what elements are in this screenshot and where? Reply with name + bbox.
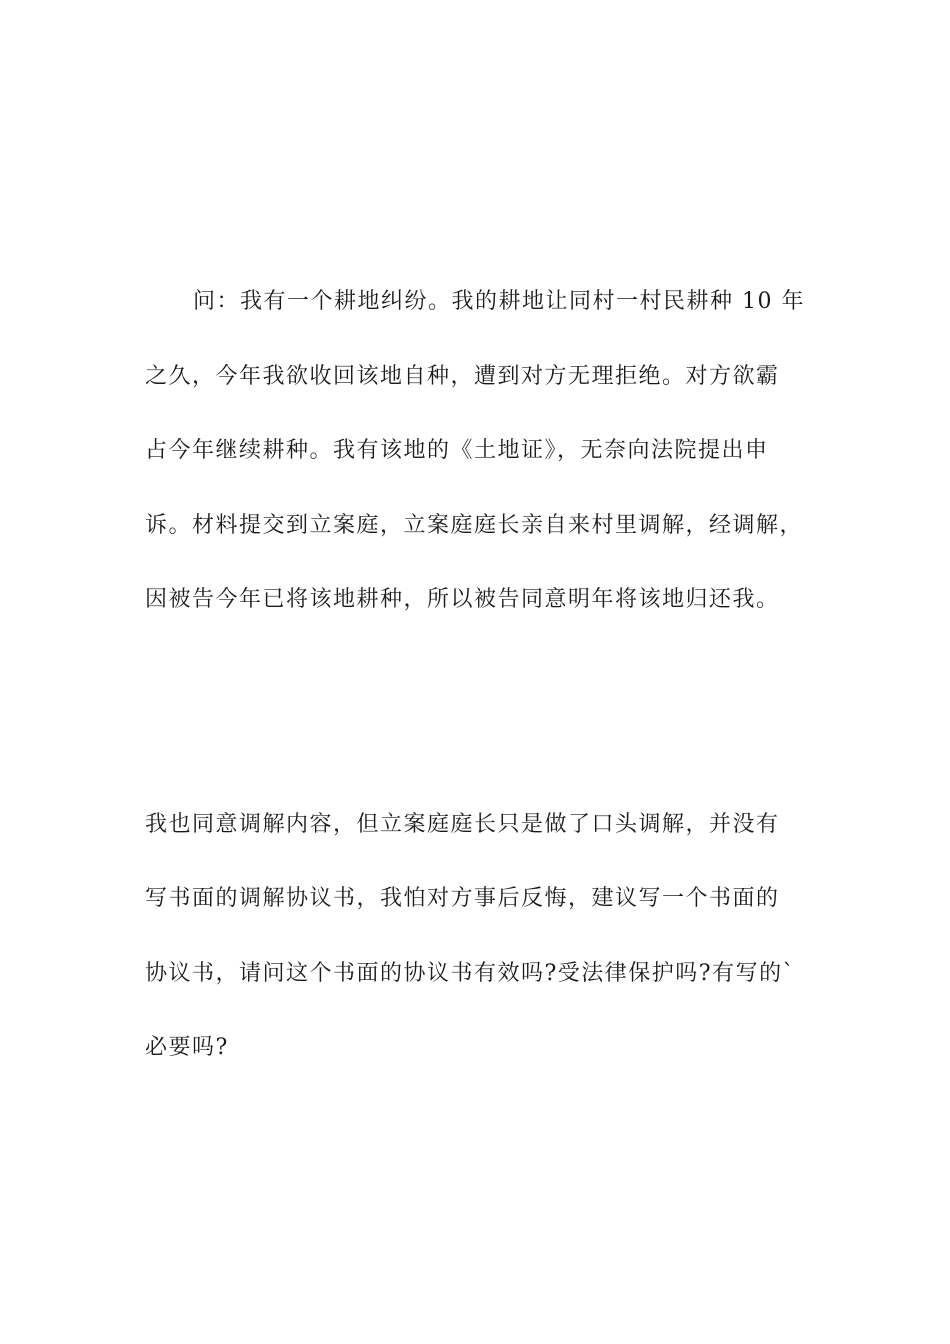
paragraph-2-line-1: 我也同意调解内容，但立案庭庭长只是做了口头调解，并没有 [145, 812, 780, 837]
paragraph-2-line-2: 写书面的调解协议书，我怕对方事后反悔，建议写一个书面的 [145, 886, 780, 911]
paragraph-1-line-1: 问：我有一个耕地纠纷。我的耕地让同村一村民耕种 10 年 [193, 289, 805, 314]
paragraph-1-line-2: 之久，今年我欲收回该地自种，遭到对方无理拒绝。对方欲霸 [145, 364, 780, 389]
paragraph-2-line-3: 协议书，请问这个书面的协议书有效吗?受法律保护吗?有写的` [145, 961, 796, 986]
paragraph-1-line-4: 诉。材料提交到立案庭，立案庭庭长亲自来村里调解，经调解， [145, 513, 804, 538]
paragraph-1-line-3: 占今年继续耕种。我有该地的《土地证》，无奈向法院提出申 [145, 438, 769, 463]
paragraph-1-line-5: 因被告今年已将该地耕种，所以被告同意明年将该地归还我。 [145, 587, 780, 612]
paragraph-2-line-4: 必要吗? [145, 1035, 229, 1060]
